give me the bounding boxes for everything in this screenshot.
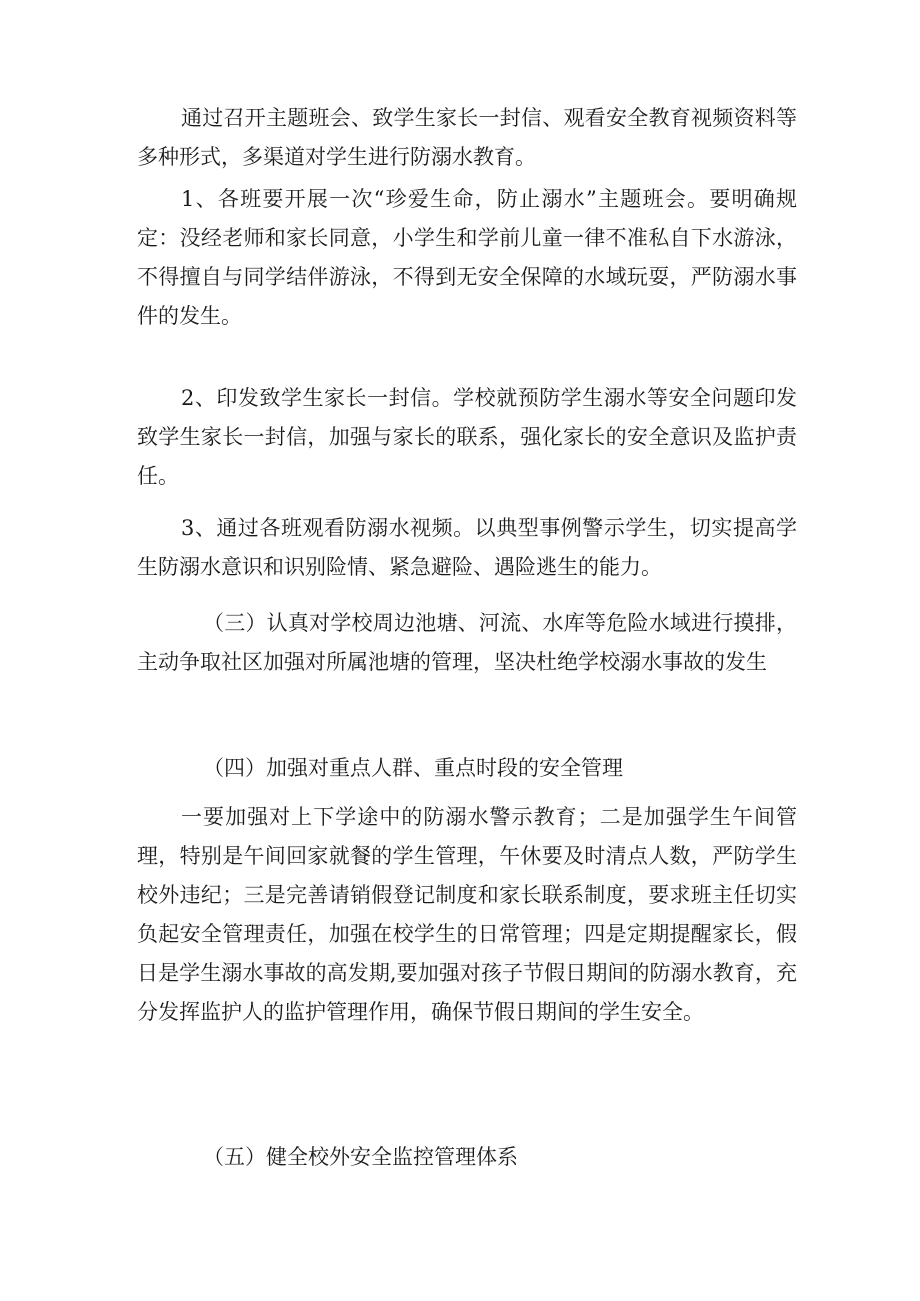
paragraph-item-3: 3、通过各班观看防溺水视频。以典型事例警示学生，切实提高学生防溺水意识和识别险情、紧急避险、遇险逃生的能力。 bbox=[137, 516, 797, 579]
section-heading-5: （五）健全校外安全监控管理体系 bbox=[203, 1145, 518, 1169]
paragraph-item-1: 1、各班要开展一次“珍爱生命，防止溺水”主题班会。要明确规定：没经老师和家长同意，小学生和学前儿童一律不准私自下水游泳，不得擅自与同学结伴游泳，不得到无安全保障的水域玩耍，严防溺水事件的发生。 bbox=[137, 187, 797, 328]
paragraph-section-4-body: 一要加强对上下学途中的防溺水警示教育；二是加强学生午间管理，特别是午间回家就餐的学生管理，午休要及时清点人数，严防学生校外违纪；三是完善请销假登记制度和家长联系制度，要求班主任切实负起安全管理责任，加强在校学生的日常管理；四是定期提醒家长，假日是学生溺水事故的高发期,要加强对孩子节假日期间的防溺水教育，充分发挥监护人的监护管理作用，确保节假日期间的学生安全。 bbox=[137, 805, 797, 1024]
paragraph-item-2: 2、印发致学生家长一封信。学校就预防学生溺水等安全问题印发致学生家长一封信，加强与家长的联系，强化家长的安全意识及监护责任。 bbox=[137, 386, 797, 488]
section-heading-4: （四）加强对重点人群、重点时段的安全管理 bbox=[203, 756, 623, 780]
paragraph-intro: 通过召开主题班会、致学生家长一封信、观看安全教育视频资料等多种形式，多渠道对学生进行防溺水教育。 bbox=[137, 106, 797, 169]
section-heading-3: （三）认真对学校周边池塘、河流、水库等危险水域进行摸排，主动争取社区加强对所属池塘的管理，坚决杜绝学校溺水事故的发生 bbox=[137, 611, 797, 674]
